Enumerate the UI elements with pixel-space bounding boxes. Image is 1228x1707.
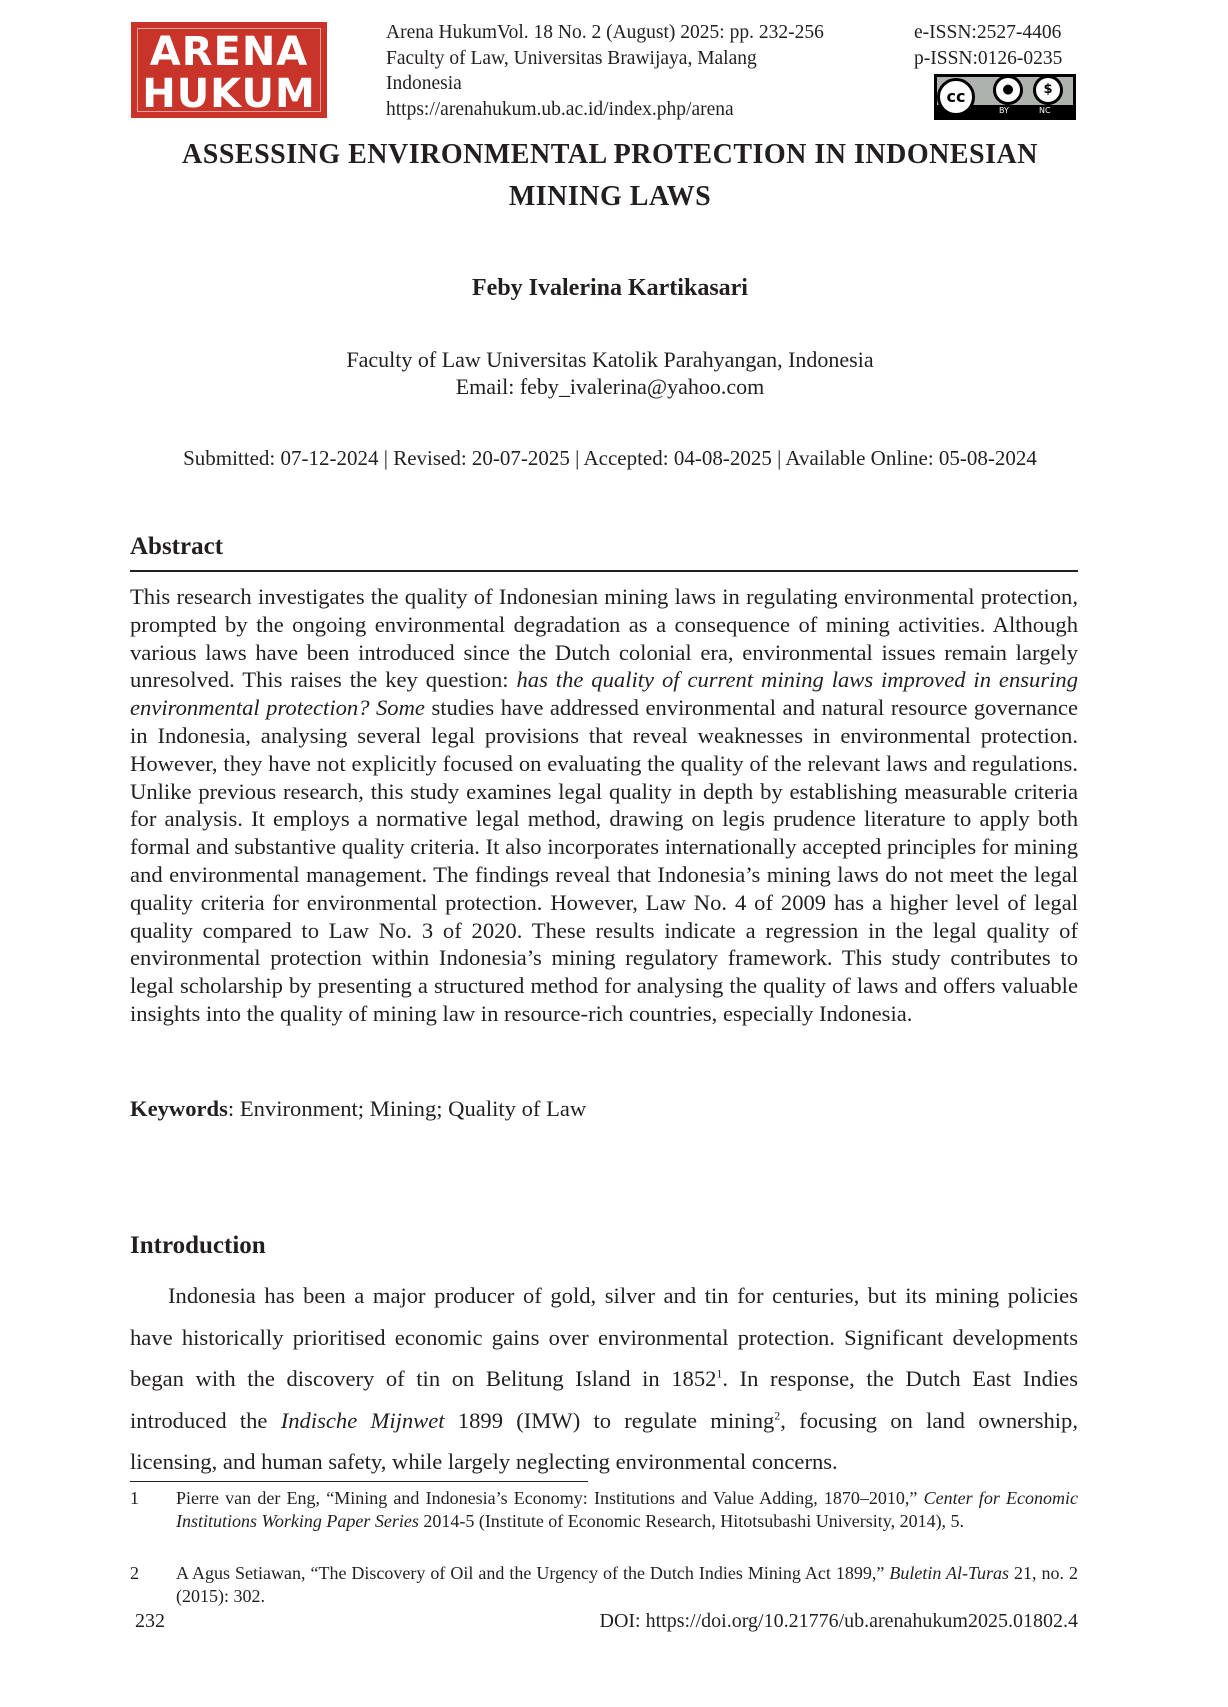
abstract-italic-question: has the quality of current mining laws improved in ensuring environmental protection? Some: [130, 667, 1078, 721]
footnote-tail: 21, no. 2 (2015): 302.: [176, 1563, 1079, 1606]
footnote-tail: 2014-5 (Institute of Economic Research, Hitotsubashi University, 2014), 5.: [418, 1510, 965, 1531]
keywords-label: Keywords: [130, 1096, 228, 1121]
nc-dollar-icon: $: [1033, 75, 1063, 105]
author-name: Feby Ivalerina Kartikasari: [472, 275, 748, 301]
journal-url[interactable]: https://arenahukum.ub.ac.id/index.php/arena: [386, 98, 734, 120]
by-label: BY: [999, 106, 1009, 115]
footnote-1: [130, 1487, 1078, 1532]
title-line-1: ASSESSING ENVIRONMENTAL PROTECTION IN INDONESIAN: [182, 139, 1038, 170]
intro-text-3: 1899 (IMW) to regulate mining: [444, 1407, 775, 1433]
footnote-number: 2: [130, 1563, 139, 1583]
paper-title: [140, 134, 1080, 218]
eissn: e-ISSN:2527-4406: [914, 22, 1062, 43]
journal-volume-line: Arena HukumVol. 18 No. 2 (August) 2025: pp. 232-256: [386, 22, 824, 43]
footnote-number: 1: [130, 1488, 139, 1508]
doi-link[interactable]: DOI: https://doi.org/10.21776/ub.arenahukum2025.01802.4: [599, 1610, 1078, 1632]
abstract-divider: [130, 570, 1078, 572]
abstract-body: [130, 583, 1078, 1028]
author-affiliation: [140, 346, 1080, 400]
intro-italic-term: Indische Mijnwet: [280, 1407, 445, 1433]
title-line-2: MINING LAWS: [508, 181, 712, 212]
footnote-divider: [130, 1481, 588, 1482]
journal-info: [386, 20, 824, 122]
intro-text-1: Indonesia has been a major producer of gold, silver and tin for centuries, but its mining policies have historically prioritised economic gains over environmental protection. Significant developments began with the discovery of tin on Belitung Island in 1852: [130, 1283, 1078, 1391]
abstract-text-2: studies have addressed environmental and natural resource governance in Indonesia, analysing several legal provisions that reveal weaknesses in environmental protection. However, they have not explicitly focused on evaluating the quality of the relevant laws and regulations. Unlike previous research, this study examines legal quality in depth by establishing measurable criteria for analysis. It employs a normative legal method, drawing on legis prudence literature to apply both formal and substantive quality criteria. It also incorporates internationally accepted principles for mining and environmental management. The findings reveal that Indonesia’s mining laws do not meet the legal quality criteria for environmental protection. However, Law No. 4 of 2009 has a higher level of legal quality compared to Law No. 3 of 2020. These results indicate a regression in the legal quality of environmental protection within Indonesia’s mining regulatory framework. This study contributes to legal scholarship by presenting a structured method for analysing the quality of laws and offers valuable insights into the quality of mining law in resource-rich countries, especially Indonesia.: [130, 695, 1078, 1026]
logo-line-1: ARENA: [149, 29, 309, 75]
footnote-italic: Center for Economic Institutions Working Paper Series: [176, 1488, 1078, 1531]
by-person-icon: ●: [993, 75, 1023, 105]
logo-line-2: HUKUM: [142, 71, 316, 117]
keywords: [130, 1096, 586, 1122]
nc-label: NC: [1039, 106, 1051, 115]
journal-country-line: Indonesia: [386, 73, 462, 94]
intro-text-2: . In response, the Dutch East Indies introduced the: [130, 1366, 1079, 1433]
issn-info: [914, 20, 1062, 71]
abstract-text-1: This research investigates the quality of Indonesian mining laws in regulating environmental protection, prompted by the ongoing environmental degradation as a consequence of mining activities. Although various laws have been introduced since the Dutch colonial era, environmental issues remain largely unresolved. This raises the key question:: [130, 584, 1078, 693]
submission-dates: Submitted: 07-12-2024 | Revised: 20-07-2025 | Accepted: 04-08-2025 | Available Online: 05-08-2024: [183, 446, 1037, 470]
introduction-body: [130, 1275, 1078, 1483]
journal-faculty-line: Faculty of Law, Universitas Brawijaya, Malang: [386, 47, 757, 69]
cc-badge-labels: [975, 105, 1071, 117]
affiliation-line: Faculty of Law Universitas Katolik Parahyangan, Indonesia: [346, 347, 874, 372]
cc-icon: cc: [937, 78, 975, 116]
keywords-list: : Environment; Mining; Quality of Law: [227, 1096, 587, 1121]
footnote-text: Pierre van der Eng, “Mining and Indonesia’s Economy: Institutions and Value Adding, 1870–2010,”: [176, 1488, 924, 1508]
page-number: 232: [135, 1610, 165, 1632]
cc-license-badge[interactable]: [934, 74, 1076, 120]
pissn: p-ISSN:0126-0235: [914, 47, 1063, 69]
footnote-text: A Agus Setiawan, “The Discovery of Oil and the Urgency of the Dutch Indies Mining Act 1899,”: [176, 1563, 890, 1583]
footnote-italic: Buletin Al-Turas: [889, 1563, 1010, 1583]
footnote-ref-2[interactable]: 2: [774, 1407, 781, 1422]
author-email[interactable]: Email: feby_ivalerina@yahoo.com: [455, 374, 765, 399]
introduction-heading: Introduction: [130, 1232, 266, 1259]
journal-logo: [131, 22, 327, 118]
abstract-heading: Abstract: [130, 533, 224, 560]
footnote-2: [130, 1562, 1078, 1607]
intro-text-4: , focusing on land ownership, licensing, and human safety, while largely neglecting environmental concerns.: [130, 1407, 1078, 1474]
footnote-ref-1[interactable]: 1: [716, 1366, 723, 1381]
